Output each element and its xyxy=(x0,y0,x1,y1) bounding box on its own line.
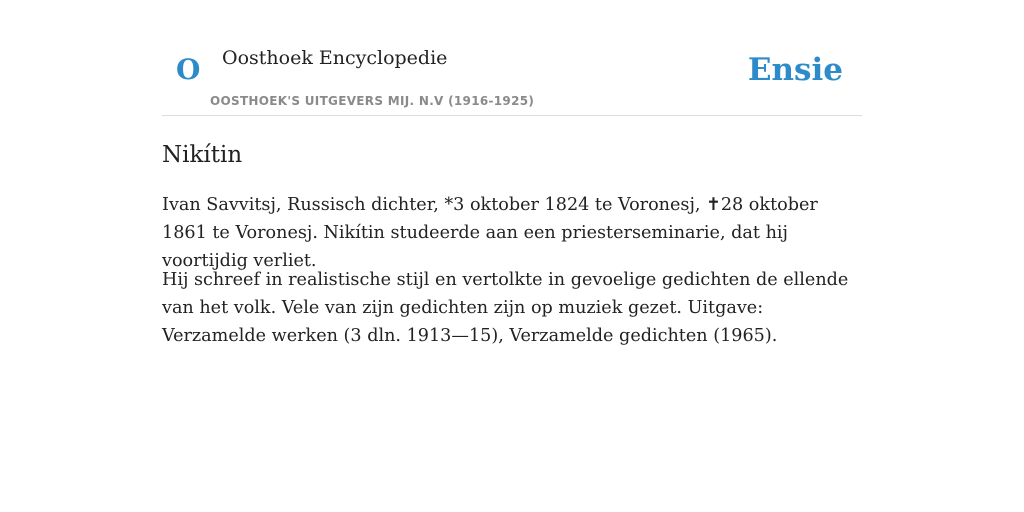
encyclopedia-title-link[interactable]: Oosthoek Encyclopedie xyxy=(222,47,448,69)
publisher-subtitle: OOSTHOEK'S UITGEVERS MIJ. N.V (1916-1925) xyxy=(210,94,535,108)
encyclopedia-logo[interactable]: O xyxy=(176,53,201,86)
ensie-brand-logo[interactable]: Ensie xyxy=(747,52,843,88)
page-container xyxy=(162,0,862,346)
page-header xyxy=(162,0,862,116)
entry-paragraph-1: Ivan Savvitsj, Russisch dichter, *3 oktober 1824 te Voronesj, ✝28 oktober 1861 te Voronesj. Nikítin studeerde aan een priesterseminarie, dat hij voortijdig verliet. xyxy=(162,195,818,271)
entry-title: Nikítin xyxy=(162,142,243,168)
entry-paragraph-2: Hij schreef in realistische stijl en vertolkte in gevoelige gedichten de ellende van het volk. Vele van zijn gedichten zijn op muziek gezet. Uitgave: Verzamelde werken (3 dln. 1913—15), Verzamelde gedichten (1965). xyxy=(162,270,849,346)
